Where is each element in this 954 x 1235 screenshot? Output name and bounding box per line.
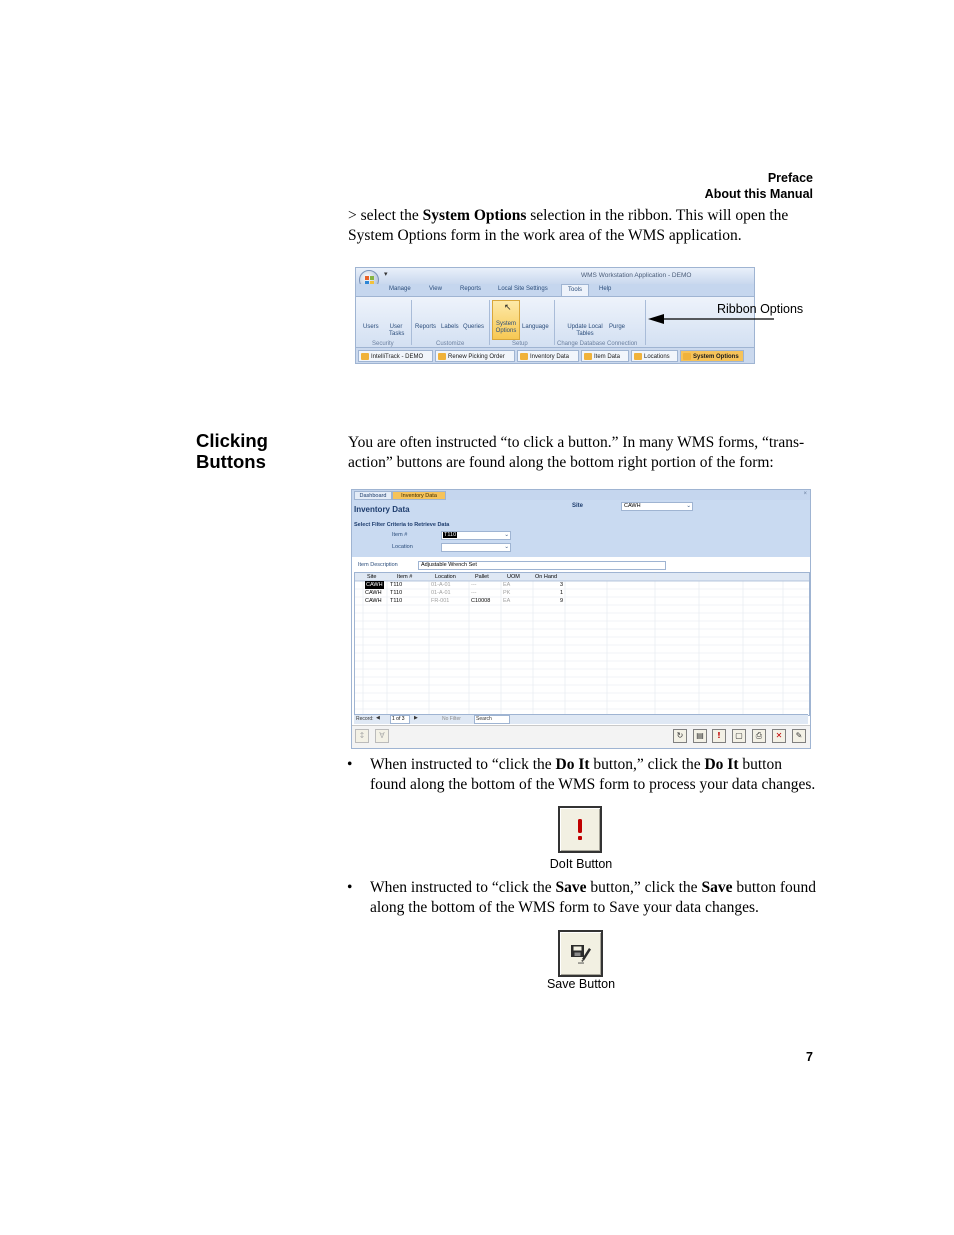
ribbon-document-tabs — [356, 347, 754, 364]
running-header-section: Preface — [767, 171, 813, 185]
item-description-value: Adjustable Wrench Set — [421, 562, 477, 568]
ribbon-group-change-database — [555, 300, 646, 345]
item-select[interactable] — [441, 531, 511, 540]
ribbon-user-tasks-button[interactable]: User Tasks — [389, 324, 405, 337]
ribbon-labels-button[interactable]: Labels — [441, 324, 459, 330]
tab-inventory-data[interactable]: Inventory Data — [392, 491, 446, 500]
ribbon-group-label-security: Security — [372, 341, 394, 347]
doc-tab-label: Inventory Data — [530, 354, 570, 360]
ribbon-language-button[interactable]: Language — [522, 324, 549, 330]
doc-tab-inventory-data[interactable] — [517, 350, 579, 362]
record-number-field[interactable] — [390, 715, 410, 724]
intro-paragraph — [348, 206, 818, 245]
ribbon-purge-button[interactable]: Purge — [609, 324, 626, 330]
bullet-bold: Save — [555, 879, 587, 896]
menu-tab-local-site-settings[interactable]: Local Site Settings — [498, 286, 548, 292]
table-cell-on-hand[interactable]: 9 — [560, 598, 564, 604]
table-cell-on-hand[interactable]: 3 — [560, 582, 564, 588]
caption-save: Save Button — [546, 977, 616, 991]
column-header-uom[interactable]: UOM — [507, 574, 520, 580]
search-input[interactable] — [474, 715, 510, 724]
bullet-text: button,” click the — [589, 756, 705, 773]
intro-text-line2: System Options form in the work area of the WMS application. — [348, 226, 742, 244]
page-number: 7 — [806, 1050, 813, 1064]
ribbon-group-security — [358, 300, 412, 345]
ribbon-group-label-setup: Setup — [512, 341, 528, 347]
location-label: Location — [392, 544, 413, 550]
intro-text: > select the — [348, 207, 423, 224]
bullet-text: button found — [732, 879, 816, 896]
ribbon-menu-tabs — [356, 284, 754, 296]
bullet-bold: Do It — [704, 756, 739, 773]
doc-tab-item-data[interactable] — [581, 350, 629, 362]
filter-by-selection-icon[interactable]: ↕ — [355, 729, 369, 743]
print-button[interactable]: ⎙ — [752, 729, 766, 743]
table-cell-item[interactable]: T110 — [390, 598, 403, 604]
column-header-on-hand[interactable]: On Hand — [535, 574, 558, 580]
doc-tab-renew-picking-order[interactable] — [435, 350, 515, 362]
inventory-form-screenshot — [351, 489, 811, 749]
ribbon-group-label-customize: Customize — [436, 341, 465, 347]
inventory-form-tabs — [352, 490, 810, 500]
item-description-label: Item Description — [358, 562, 398, 568]
column-header-site[interactable]: Site — [367, 574, 377, 580]
menu-tab-help[interactable]: Help — [599, 286, 612, 292]
column-header-item[interactable]: Item # — [397, 574, 413, 580]
table-cell-item[interactable]: T110 — [390, 582, 403, 588]
menu-tab-tools[interactable]: Tools — [561, 284, 589, 296]
bullet-text: When instructed to “click the — [370, 756, 556, 773]
doc-tab-system-options[interactable] — [680, 350, 744, 362]
site-select-value: CAWH — [624, 503, 641, 509]
table-cell-on-hand[interactable]: 1 — [560, 590, 564, 596]
table-cell-location[interactable]: 01-A-01 — [431, 590, 451, 596]
mouse-cursor-icon: ↖ — [504, 302, 512, 312]
table-cell-pallet[interactable]: --- — [471, 582, 477, 588]
doc-tab-label: IntelliTrack - DEMO — [371, 354, 424, 360]
filter-icon[interactable]: ∀ — [375, 729, 389, 743]
close-form-icon[interactable]: × — [803, 491, 807, 497]
table-cell-location[interactable]: FR-001 — [431, 598, 450, 604]
ribbon-system-options-button[interactable]: System Options — [495, 321, 517, 334]
save-button-illustration — [558, 930, 603, 977]
menu-tab-manage[interactable]: Manage — [389, 286, 411, 292]
section-heading-line1: Clicking — [196, 430, 268, 451]
chevron-down-icon: ⌄ — [504, 532, 509, 538]
doc-tab-intellitrack-demo[interactable] — [358, 350, 433, 362]
doc-tab-label: Renew Picking Order — [448, 354, 505, 360]
next-record-icon[interactable]: ▶ — [414, 715, 418, 721]
preview-button[interactable]: ▢ — [732, 729, 746, 743]
refresh-button[interactable]: ↻ — [673, 729, 687, 743]
bullet-bold: Save — [701, 879, 733, 896]
tab-dashboard[interactable]: Dashboard — [354, 491, 392, 500]
site-select[interactable] — [621, 502, 693, 511]
doc-tab-label: System Options — [693, 354, 739, 360]
ribbon-update-local-tables-button[interactable]: Update Local Tables — [567, 324, 603, 337]
ribbon-group-label-change-database: Change Database Connection — [557, 341, 638, 347]
ribbon-queries-button[interactable]: Queries — [463, 324, 485, 330]
bullet-text-line2: found along the bottom of the WMS form to process your data changes. — [370, 775, 816, 793]
table-cell-uom[interactable]: EA — [503, 598, 511, 604]
chevron-down-icon: ⌄ — [504, 544, 509, 550]
table-cell-site[interactable]: CAWH — [365, 590, 382, 596]
callout-ribbon-options: Ribbon Options — [717, 302, 804, 316]
window-title: WMS Workstation Application - DEMO — [581, 272, 692, 279]
ribbon-users-button[interactable]: Users — [363, 324, 379, 330]
record-label: Record: — [356, 716, 374, 722]
ribbon-group-customize — [411, 300, 490, 345]
quick-access-arrow-icon[interactable]: ▾ — [384, 271, 388, 278]
caption-doit: DoIt Button — [549, 857, 613, 871]
intro-bold-system-options: System Options — [422, 207, 527, 224]
save-disk-icon — [560, 932, 601, 975]
location-select[interactable] — [441, 543, 511, 552]
ribbon-group-setup — [490, 300, 555, 345]
item-label: Item # — [392, 532, 408, 538]
table-cell-pallet[interactable]: --- — [471, 590, 477, 596]
section-heading-line2: Buttons — [196, 451, 266, 472]
record-number-value: 1 of 3 — [392, 716, 405, 722]
filter-heading: Select Filter Criteria to Retrieve Data — [354, 522, 450, 528]
table-cell-site[interactable]: CAWH — [365, 598, 382, 604]
form-button-bar — [352, 725, 810, 749]
bullet-doit-text — [370, 755, 820, 794]
menu-tab-reports[interactable]: Reports — [460, 286, 482, 292]
bullet-text: button — [738, 756, 782, 773]
cancel-button[interactable]: ✕ — [772, 729, 786, 743]
bullet-marker: • — [347, 879, 353, 896]
section-paragraph-line1: You are often instructed “to click a button.” In many WMS forms, “trans- — [348, 434, 805, 451]
exclamation-icon — [560, 808, 600, 851]
table-cell-pallet[interactable]: C10008 — [471, 598, 491, 604]
item-select-value: T110 — [444, 532, 457, 538]
column-header-pallet[interactable]: Pallet — [475, 574, 489, 580]
doit-button-illustration — [558, 806, 602, 853]
ribbon-title-bar — [356, 268, 754, 284]
doc-tab-label: Locations — [644, 354, 670, 360]
site-label: Site — [572, 503, 584, 509]
inventory-datasheet — [354, 572, 810, 716]
doc-tab-locations[interactable] — [631, 350, 678, 362]
section-heading — [196, 430, 268, 472]
inventory-form-header — [352, 500, 810, 557]
do-it-button[interactable]: ! — [712, 729, 726, 743]
ribbon-reports-button[interactable]: Reports — [415, 324, 437, 330]
item-description-field[interactable] — [418, 561, 666, 570]
table-cell-location[interactable]: 01-A-01 — [431, 582, 451, 588]
no-filter-indicator[interactable]: No Filter — [442, 716, 461, 722]
record-navigator — [354, 714, 808, 724]
chevron-down-icon: ⌄ — [686, 503, 691, 509]
bullet-text: When instructed to “click the — [370, 879, 556, 896]
table-cell-uom[interactable]: EA — [503, 582, 511, 588]
table-cell-item[interactable]: T110 — [390, 590, 403, 596]
menu-tab-view[interactable]: View — [429, 286, 442, 292]
bullet-save-text — [370, 878, 820, 917]
inventory-form-title: Inventory Data — [354, 505, 410, 514]
table-cell-site[interactable]: CAWH — [366, 582, 383, 588]
first-record-icon[interactable]: ◀ — [376, 715, 380, 721]
bullet-marker: • — [347, 756, 353, 773]
running-header-subsection: About this Manual — [704, 187, 813, 201]
save-button[interactable]: ✎ — [792, 729, 806, 743]
bullet-text: button,” click the — [586, 879, 702, 896]
bullet-text-line2: along the bottom of the WMS form to Save your data changes. — [370, 898, 759, 916]
section-paragraph-line2: action” buttons are found along the bottom right portion of the form: — [348, 453, 774, 471]
bullet-bold: Do It — [555, 756, 590, 773]
section-paragraph — [348, 433, 818, 472]
intro-text: selection in the ribbon. This will open the — [526, 207, 789, 224]
datasheet-gridlines — [355, 573, 809, 715]
doc-tab-label: Item Data — [594, 354, 621, 360]
table-cell-uom[interactable]: PK — [503, 590, 511, 596]
export-button[interactable]: ▤ — [693, 729, 707, 743]
column-header-location[interactable]: Location — [435, 574, 456, 580]
search-placeholder: Search — [476, 716, 492, 722]
